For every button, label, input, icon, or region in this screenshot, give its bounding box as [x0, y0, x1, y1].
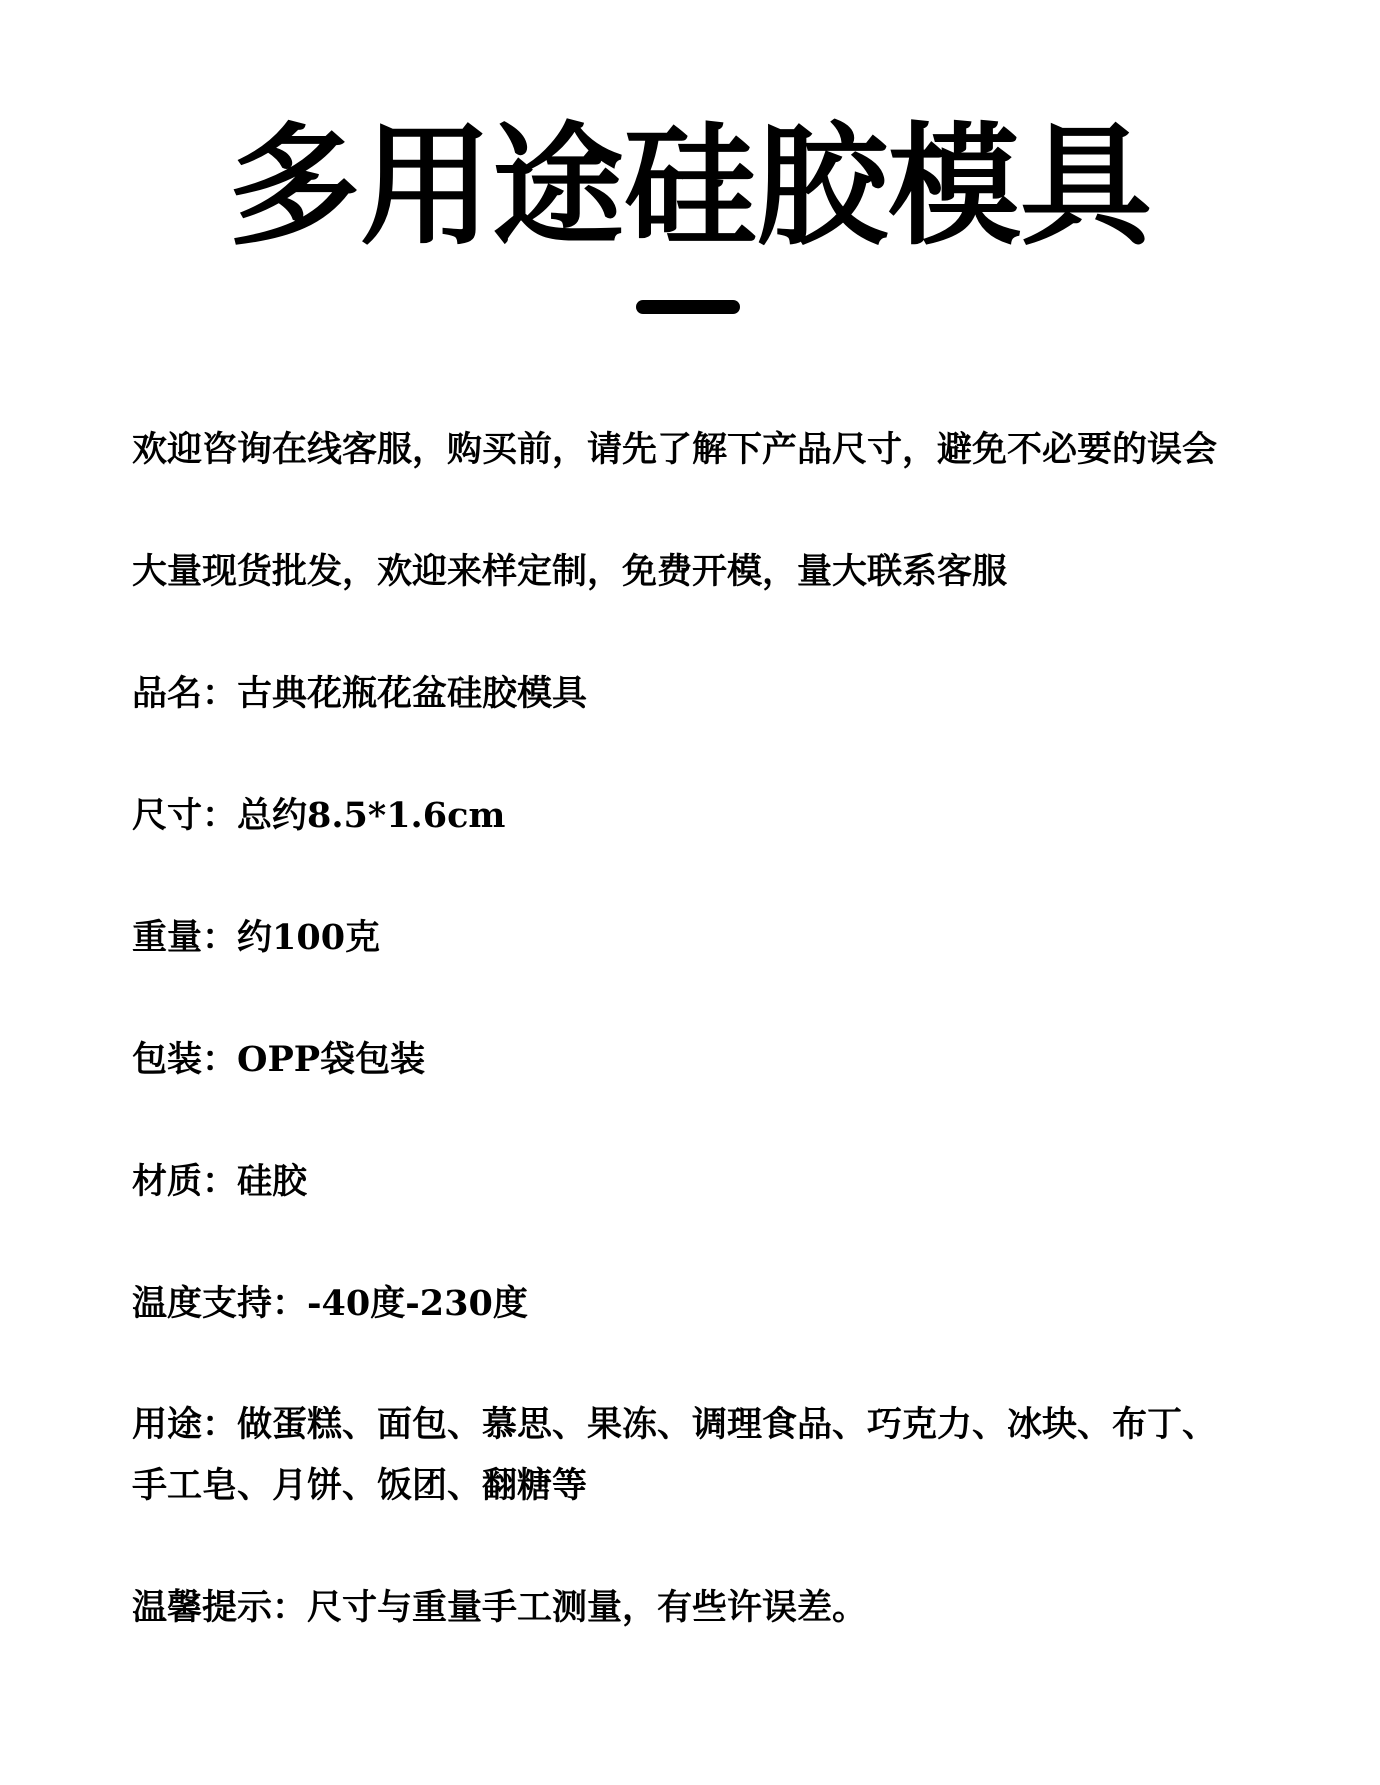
product-material: 材质：硅胶 — [132, 1161, 308, 1202]
page-title: 多用途硅胶模具 — [228, 109, 1152, 264]
uses-line-1: 用途：做蛋糕、面包、慕思、果冻、调理食品、巧克力、冰块、布丁、 — [132, 1404, 1218, 1445]
temperature-range: 温度支持：-40度-230度 — [132, 1283, 528, 1324]
product-packaging: 包装：OPP袋包装 — [132, 1039, 426, 1080]
product-name: 品名：古典花瓶花盆硅胶模具 — [132, 673, 588, 714]
product-size: 尺寸：总约8.5*1.6cm — [132, 795, 506, 836]
product-weight: 重量：约100克 — [132, 917, 381, 958]
wholesale-text: 大量现货批发，欢迎来样定制，免费开模，量大联系客服 — [132, 551, 1008, 592]
warm-tip: 温馨提示：尺寸与重量手工测量，有些许误差。 — [132, 1587, 868, 1628]
uses-line-2: 手工皂、月饼、饭团、翻糖等 — [132, 1465, 588, 1506]
title-divider — [636, 300, 740, 314]
intro-text: 欢迎咨询在线客服，购买前，请先了解下产品尺寸，避免不必要的误会 — [132, 429, 1218, 470]
